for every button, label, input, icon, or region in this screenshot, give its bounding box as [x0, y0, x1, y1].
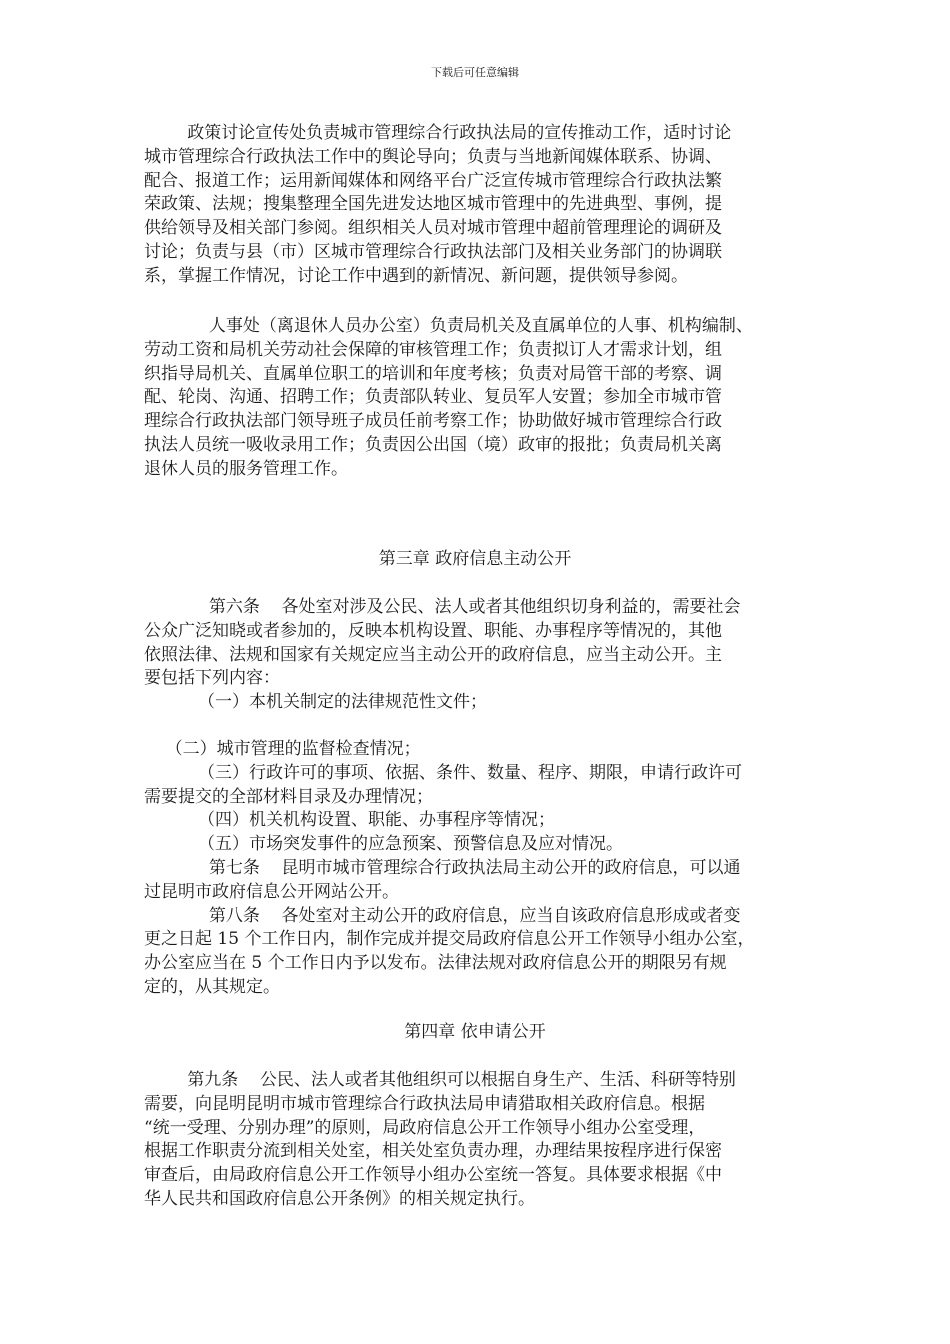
paragraph-personnel-office: 人事处（离退休人员办公室）负责局机关及直属单位的人事、机构编制、 劳动工资和局机关劳动社会保障的审核管理工作；负责拟订人才需求计划，组 织指导局机关、直属单位职工的培训和年度考核；负责对局管干部的考察、调 配、轮岗、沟通、招聘工作；负责部队转业、复员军人安置；参加全市城市管 理综合行政执法部门领导班子成员任前考察工作；协助做好城市管理综合行政 执法人员统一吸收录用工作；负责因公出国（境）政审的报批；负责局机关离 退休人员的服务管理工作。 [144, 316, 753, 479]
article-6: 第六条 各处室对涉及公民、法人或者其他组织切身利益的，需要社会 公众广泛知晓或者参加的，反映本机构设置、职能、办事程序等情况的，其他 依照法律、法规和国家有关规定应当主动公开的政府信息，应当主动公开。主 要包括下列内容： （一）本机关制定的法律规范性文件； [144, 597, 741, 713]
header-note: 下载后可任意编辑 [431, 66, 519, 79]
chapter-3-heading: 第三章 政府信息主动公开 [378, 549, 572, 569]
article-9: 第九条 公民、法人或者其他组织可以根据自身生产、生活、科研等特别 需要，向昆明昆明市城市管理综合行政执法局申请猎取相关政府信息。根据 “统一受理、分别办理”的原则，局政府信息公开工作领导小组办公室受理， 根据工作职责分流到相关处室，相关处室负责办理，办理结果按程序进行保密 审查后，由局政府信息公开工作领导小组办公室统一答复。具体要求根据《中 华人民共和国政府信息公开条例》的相关规定执行。 [144, 1070, 736, 1209]
paragraph-propaganda-office: 政策讨论宣传处负责城市管理综合行政执法局的宣传推动工作，适时讨论 城市管理综合行政执法工作中的舆论导向；负责与当地新闻媒体联系、协调、 配合、报道工作；运用新闻媒体和网络平台广泛宣传城市管理综合行政执法繁 荣政策、法规；搜集整理全国先进发达地区城市管理中的先进典型、事例，提 供给领导及相关部门参阅。组织相关人员对城市管理中超前管理理论的调研及 讨论；负责与县（市）区城市管理综合行政执法部门及相关业务部门的协调联 系，掌握工作情况，讨论工作中遇到的新情况、新问题，提供领导参阅。 [144, 123, 732, 286]
chapter-4-heading: 第四章 依申请公开 [404, 1022, 546, 1042]
article-6-items-and-articles-7-8: （二）城市管理的监督检查情况； （三）行政许可的事项、依据、条件、数量、程序、期限，申请行政许可 需要提交的全部材料目录及办理情况； （四）机关机构设置、职能、办事程序等情况； （五）市场突发事件的应急预案、预警信息及应对情况。 第七条 昆明市城市管理综合行政执法局主动公开的政府信息，可以通 过昆明市政府信息公开网站公开。 第八条 各处室对主动公开的政府信息，应当自该政府信息形成或者变 更之日起 15 个工作日内，制作完成并提交局政府信息公开工作领导小组办公室， 办公室应当在 5 个工作日内予以发布。法律法规对政府信息公开的期限另有规 定的，从其规定。 [144, 739, 755, 997]
